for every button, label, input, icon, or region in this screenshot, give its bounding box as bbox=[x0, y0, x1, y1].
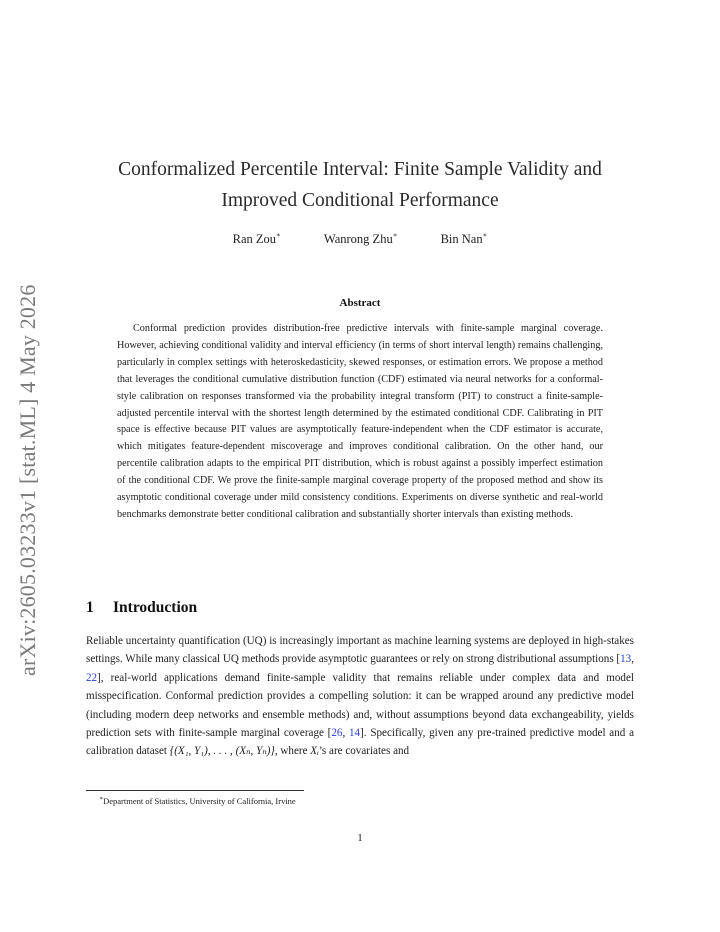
author-2: Wanrong Zhu∗ bbox=[323, 231, 398, 246]
author-list bbox=[80, 231, 640, 247]
footnote-mark: ∗ bbox=[99, 796, 104, 802]
title-line-1: Conformalized Percentile Interval: Finite Sample Validity and bbox=[118, 159, 602, 180]
page-number: 1 bbox=[357, 832, 363, 844]
citation-link[interactable]: 26 bbox=[331, 727, 343, 740]
section-number: 1 bbox=[86, 599, 94, 616]
arxiv-identifier-stamp: arXiv:2605.03233v1 [stat.ML] 4 May 2026 bbox=[15, 284, 40, 676]
title-line-2: Improved Conditional Performance bbox=[221, 190, 499, 211]
introduction-paragraph: Reliable uncertainty quantification (UQ) is increasingly important as machine learning systems are deployed in high-stakes settings. While many classical UQ methods provide asymptotic guarantees or rely on strong distributional assumptions [13, 22], real-world applications demand finite-sample validity that remains reliable under complex data and model misspecification. Conformal prediction provides a compelling solution: it can be wrapped around any predictive model (including modern deep networks and ensemble methods) and, without assumptions beyond data exchangeability, yields prediction sets with finite-sample marginal coverage [26, 14]. Specifically, given any pre-trained predictive model and a calibration dataset {(X₁, Y₁), . . . , (Xₙ, Yₙ)}, where Xᵢ’s are covariates and bbox=[86, 635, 634, 758]
affiliation-mark: ∗ bbox=[392, 231, 398, 239]
inline-math-calibration-set: {(X₁, Y₁), . . . , (Xₙ, Yₙ)} bbox=[169, 745, 275, 758]
affiliation-mark: ∗ bbox=[276, 231, 281, 239]
author-1: Ran Zou∗ bbox=[232, 231, 281, 246]
inline-math-covariate: Xᵢ bbox=[310, 745, 319, 758]
footnote-divider bbox=[86, 790, 304, 791]
section-title: Introduction bbox=[113, 599, 198, 616]
affiliation-mark: ∗ bbox=[482, 231, 488, 239]
abstract-body: Conformal prediction provides distribution-free predictive intervals with finite-sample marginal coverage. However, achieving conditional validity and interval efficiency (in terms of short interval length) remains challenging, particularly in complex settings with heteroskedasticity, skewed responses, or estimation errors. We propose a method that leverages the conditional cumulative distribution function (CDF) estimated via neural networks for a conformal-style calibration on responses transformed via the probability integral transform (PIT) to construct a finite-sample-adjusted percentile interval with the shortest length determined by the estimated conditional CDF. Calibrating in PIT space is effective because PIT values are asymptotically feature-independent when the CDF estimator is accurate, which mitigates feature-dependent miscoverage and improves conditional calibration. On the other hand, our percentile calibration adapts to the empirical PIT distribution, which is robust against a possibly imperfect estimation of the conditional CDF. We prove the finite-sample marginal coverage property of the proposed method and show its asymptotic conditional coverage under mild consistency conditions. Experiments on diverse synthetic and real-world benchmarks demonstrate better conditional calibration and substantially shorter intervals than existing methods. bbox=[117, 323, 603, 520]
citation-link[interactable]: 22 bbox=[86, 671, 98, 684]
paper-title bbox=[80, 154, 640, 216]
section-heading-introduction bbox=[86, 599, 197, 617]
citation-link[interactable]: 13 bbox=[620, 653, 632, 666]
footnote-affiliation: ∗Department of Statistics, University of California, Irvine bbox=[99, 796, 296, 806]
author-3: Bin Nan∗ bbox=[440, 231, 488, 246]
citation-link[interactable]: 14 bbox=[349, 727, 361, 740]
abstract-heading: Abstract bbox=[339, 297, 381, 309]
